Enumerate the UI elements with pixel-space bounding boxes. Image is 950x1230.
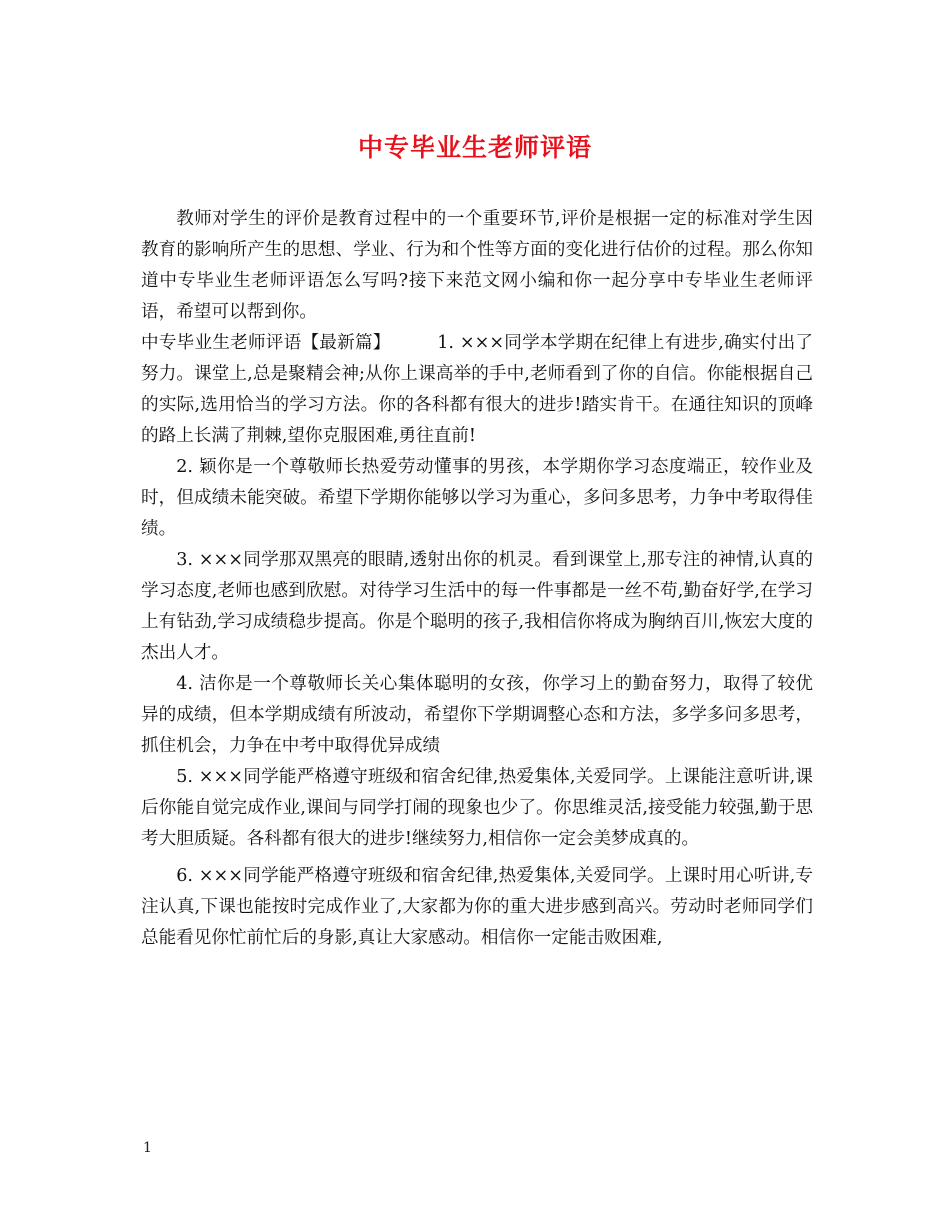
comment-item-1: 1. ×××同学本学期在纪律上有进步,确实付出了努力。课堂上,总是聚精会神;从你上课高举的手中,老师看到了你的自信。你能根据自己的实际,选用恰当的学习方法。你的各科都有很大的进步!踏实肯干。在通往知识的顶峰的路上长满了荆棘,望你克服困难,勇往直前! [141, 333, 813, 446]
document-body [141, 204, 813, 954]
comment-item-2: 2. 颖你是一个尊敬师长热爱劳动懂事的男孩，本学期你学习态度端正，较作业及时，但成绩未能突破。希望下学期你能够以学习为重心，多问多思考，力争中考取得佳绩。 [141, 457, 813, 539]
comment-item-6: 6. ×××同学能严格遵守班级和宿舍纪律,热爱集体,关爱同学。上课时用心听讲,专注认真,下课也能按时完成作业了,大家都为你的重大进步感到高兴。劳动时老师同学们总能看见你忙前忙后的身影,真让大家感动。相信你一定能击败困难, [141, 866, 813, 948]
comment-item-5: 5. ×××同学能严格遵守班级和宿舍纪律,热爱集体,关爱同学。上课能注意听讲,课后你能自觉完成作业,课间与同学打闹的现象也少了。你思维灵活,接受能力较强,勤于思考大胆质疑。各科都有很大的进步!继续努力,相信你一定会美梦成真的。 [141, 767, 813, 849]
comment-item-1-paragraph [141, 328, 813, 452]
intro-paragraph: 教师对学生的评价是教育过程中的一个重要环节,评价是根据一定的标准对学生因教育的影响所产生的思想、学业、行为和个性等方面的变化进行估价的过程。那么你知道中专毕业生老师评语怎么写吗?接下来范文网小编和你一起分享中专毕业生老师评语，希望可以帮到你。 [141, 209, 813, 322]
comment-item-3: 3. ×××同学那双黑亮的眼睛,透射出你的机灵。看到课堂上,那专注的神情,认真的学习态度,老师也感到欣慰。对待学习生活中的每一件事都是一丝不苟,勤奋好学,在学习上有钻劲,学习成绩稳步提高。你是个聪明的孩子,我相信你将成为胸纳百川,恢宏大度的杰出人才。 [141, 550, 813, 663]
comment-item-4: 4. 洁你是一个尊敬师长关心集体聪明的女孩，你学习上的勤奋努力，取得了较优异的成绩，但本学期成绩有所波动，希望你下学期调整心态和方法，多学多问多思考，抓住机会，力争在中考中取得优异成绩 [141, 674, 813, 756]
section-heading: 中专毕业生老师评语【最新篇】 [141, 333, 391, 353]
document-title: 中专毕业生老师评语 [357, 133, 592, 162]
page-number: 1 [143, 1140, 152, 1156]
